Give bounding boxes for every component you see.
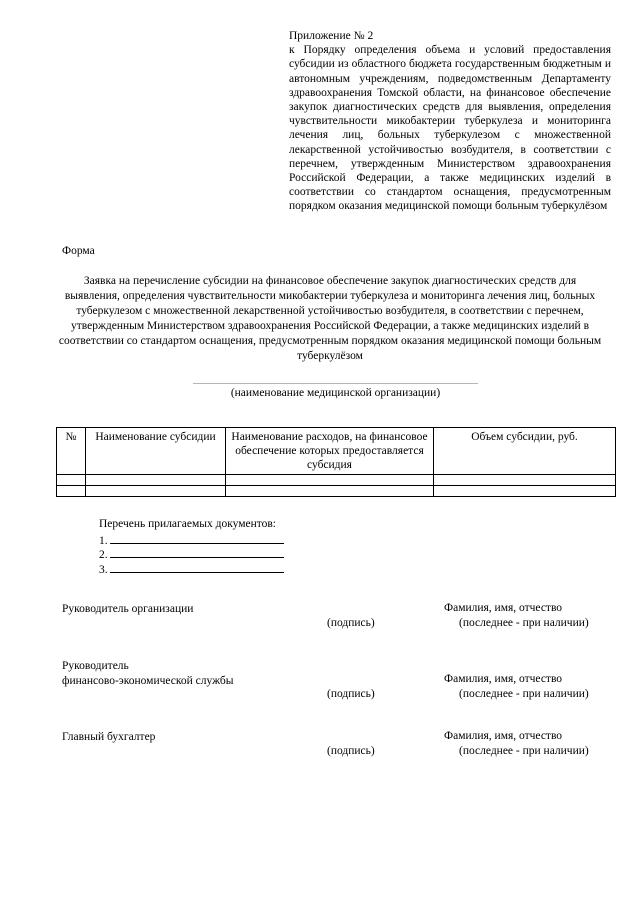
table-cell[interactable] <box>434 486 616 497</box>
signature-name-label: Фамилия, имя, отчество <box>444 602 563 614</box>
table-cell[interactable] <box>86 475 226 486</box>
documents-list <box>99 517 284 575</box>
documents-title: Перечень прилагаемых документов: <box>99 518 277 530</box>
signature-role-finance <box>62 659 233 688</box>
table-cell[interactable] <box>226 475 434 486</box>
signature-role-head: Руководитель организации <box>62 603 194 615</box>
document-line[interactable] <box>110 561 284 573</box>
document-number: 2. <box>99 549 108 561</box>
appendix-text: к Порядку определения объема и условий предоставления субсидии из областного бюджета государственным бюджетным и автономным учреждениям, подведомственным Департаменту здравоохранения Томской области, на финансовое обеспечение закупок диагностических средств для выявления, определения чувствительности микобактерии туберкулеза и мониторинга лечения лиц, больных туберкулезом с множественной лекарственной устойчивостью возбудителя, в соответствии с перечнем, утвержденным Министерством здравоохранения Российской Федерации, а также медицинских изделий в соответствии со стандартом оснащения, предусмотренным порядком оказания медицинской помощи больным туберкулёзом <box>289 44 611 213</box>
table-cell[interactable] <box>57 475 86 486</box>
signature-role-accountant: Главный бухгалтер <box>62 731 156 743</box>
list-item <box>99 546 284 561</box>
table-row <box>57 475 616 486</box>
document-number: 3. <box>99 563 108 576</box>
signature-caption: (подпись) <box>327 688 375 700</box>
subsidy-table <box>56 427 616 497</box>
appendix-title: Приложение № 2 <box>289 30 374 42</box>
table-header-row <box>57 428 616 475</box>
list-item <box>99 532 284 547</box>
signature-name-note: (последнее - при наличии) <box>459 745 589 757</box>
signature-name-note: (последнее - при наличии) <box>459 688 589 700</box>
document-number: 1. <box>99 534 108 547</box>
document-line[interactable] <box>110 546 284 558</box>
organization-name-line[interactable] <box>193 383 478 384</box>
signature-name-label: Фамилия, имя, отчество <box>444 730 563 742</box>
table-cell[interactable] <box>57 486 86 497</box>
header-subsidy-amount: Объем субсидии, руб. <box>434 428 616 475</box>
header-expense-name: Наименование расходов, на финансовое обеспечение которых предоставляется субсидия <box>226 428 434 475</box>
signature-name-label: Фамилия, имя, отчество <box>444 673 563 685</box>
appendix-block <box>289 29 611 214</box>
request-title: Заявка на перечисление субсидии на финансовое обеспечение закупок диагностических средств для выявления, определения чувствительности микобактерии туберкулеза и мониторинга лечения лиц, больных туберкулезом с множественной лекарственной устойчивостью возбудителя, в соответствии с перечнем, утвержденным Министерством здравоохранения Российской Федерации, а также медицинских изделий в соответствии со стандартом оснащения, предусмотренным порядком оказания медицинской помощи больным туберкулёзом <box>58 275 602 362</box>
signature-role-line: финансово-экономической службы <box>62 674 234 687</box>
header-number: № <box>57 428 86 475</box>
signature-caption: (подпись) <box>327 745 375 757</box>
header-subsidy-name: Наименование субсидии <box>86 428 226 475</box>
table-cell[interactable] <box>86 486 226 497</box>
form-label: Форма <box>62 245 95 257</box>
table-row <box>57 486 616 497</box>
table-cell[interactable] <box>434 475 616 486</box>
document-line[interactable] <box>110 532 284 544</box>
organization-caption: (наименование медицинской организации) <box>230 387 441 399</box>
list-item <box>99 561 284 576</box>
signature-role-line: Руководитель <box>62 660 129 672</box>
signature-caption: (подпись) <box>327 617 375 629</box>
table-cell[interactable] <box>226 486 434 497</box>
signature-name-note: (последнее - при наличии) <box>459 617 589 629</box>
